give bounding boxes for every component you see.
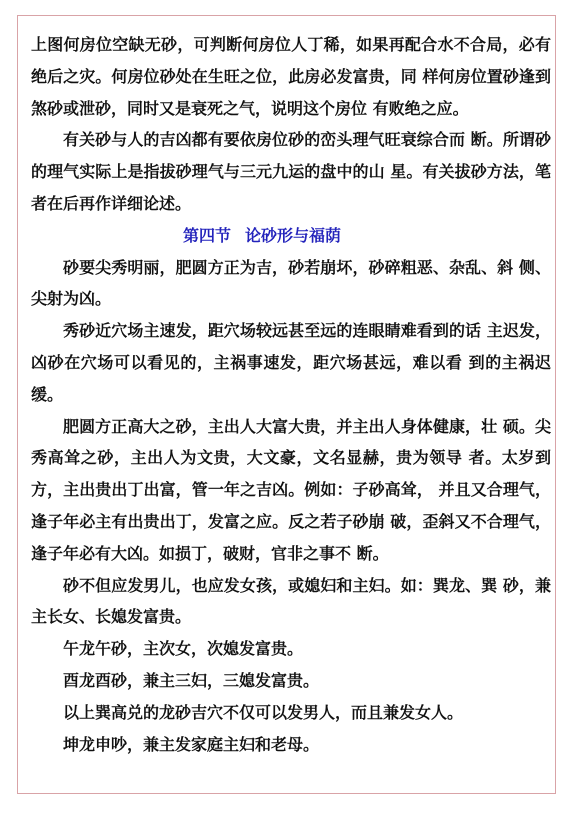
document-body bbox=[31, 29, 551, 760]
paragraph: 秀砂近穴场主速发，距穴场较远甚至远的连眼睛难看到的话 主迟发，凶砂在穴场可以看见的，主祸事速发，距穴场甚远，难以看 到的主祸迟缓。 bbox=[31, 321, 551, 404]
paragraph: 砂要尖秀明丽，肥圆方正为吉，砂若崩坏，砂碎粗恶、杂乱、斜 侧、尖射为凶。 bbox=[31, 257, 551, 309]
paragraph: 砂不但应发男儿，也应发女孩，或媳妇和主妇。如：巽龙、巽 砂，兼主长女、长媳发富贵。 bbox=[31, 575, 551, 627]
paragraph: 坤龙申吵，兼主发家庭主妇和老母。 bbox=[63, 734, 320, 754]
paragraph: 酉龙酉砂，兼主三妇，三媳发富贵。 bbox=[63, 670, 320, 690]
section-number: 第四节 bbox=[183, 225, 232, 245]
paragraph: 肥圆方正高大之砂，主出人大富大贵，并主出人身体健康，壮 硕。尖秀高耸之砂，主出人为文贵，大文豪，文名显赫，贵为领导 者。太岁到方，主出贵出丁出富，管一年之吉凶。例如：子砂高耸， 并且又合理气，逢子年必主有出贵出丁，发富之应。反之若子砂崩 破，歪斜又不合理气，逢子年必有大凶。如损丁，破财，官非之事不 断。 bbox=[31, 416, 551, 563]
section-heading bbox=[31, 220, 551, 252]
paragraph: 以上巽高兑的龙砂吉穴不仅可以发男人，而且兼发女人。 bbox=[63, 702, 464, 722]
paragraph: 上图何房位空缺无砂，可判断何房位人丁稀，如果再配合水不合局，必有绝后之灾。何房位砂处在生旺之位，此房必发富贵，同 样何房位置砂逢到煞砂或泄砂，同时又是衰死之气，说明这个房位 有败绝之应。 bbox=[31, 35, 551, 118]
section-title: 论砂形与福荫 bbox=[245, 225, 342, 245]
paragraph: 有关砂与人的吉凶都有要依房位砂的峦头理气旺衰综合而 断。所谓砂的理气实际上是指拔砂理气与三元九运的盘中的山 星。有关拔砂方法，笔者在后再作详细论述。 bbox=[31, 130, 551, 213]
paragraph: 午龙午砂，主次女，次媳发富贵。 bbox=[63, 639, 304, 659]
